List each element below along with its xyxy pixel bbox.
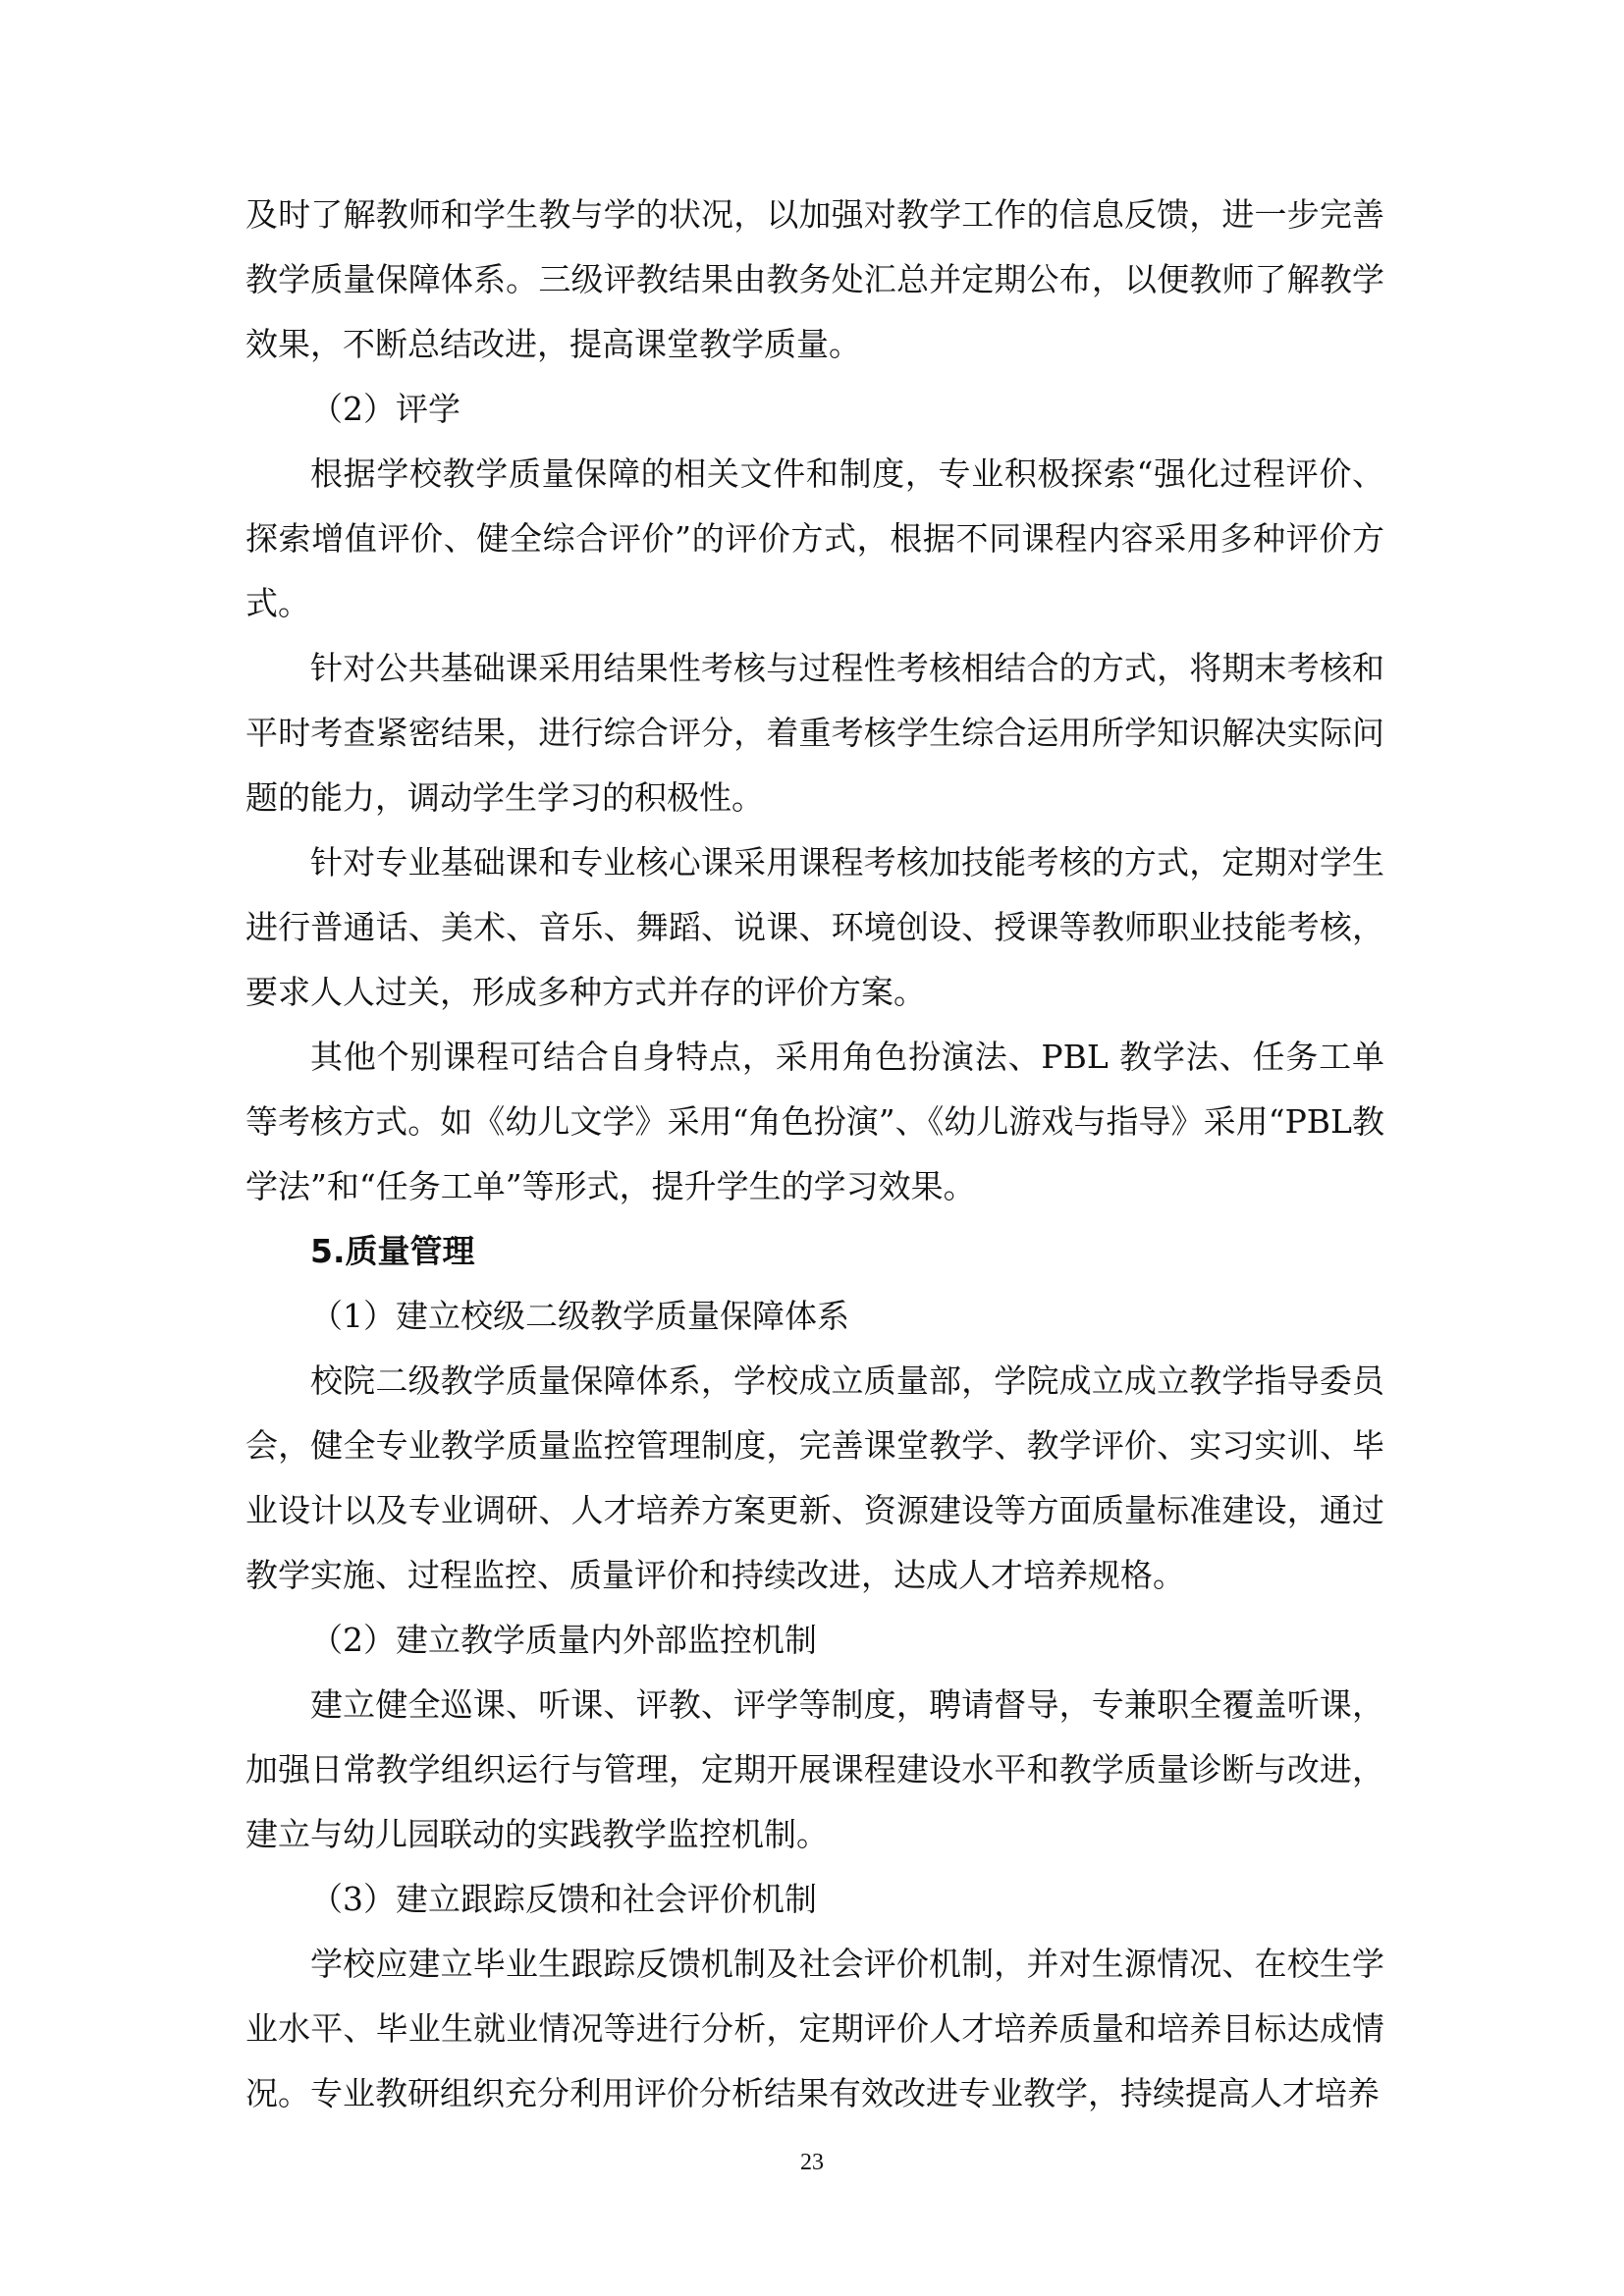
paragraph: 针对专业基础课和专业核心课采用课程考核加技能考核的方式，定期对学生进行普通话、美术、音乐、舞蹈、说课、环境创设、授课等教师职业技能考核，要求人人过关，形成多种方式并存的评价方案。 <box>245 843 1384 1011</box>
paragraph: 学校应建立毕业生跟踪反馈机制及社会评价机制，并对生源情况、在校生学业水平、毕业生就业情况等进行分析，定期评价人才培养质量和培养目标达成情况。专业教研组织充分利用评价分析结果有效改进专业教学，持续提高人才培养 <box>245 1945 1384 2112</box>
paragraph: 及时了解教师和学生教与学的状况，以加强对教学工作的信息反馈，进一步完善教学质量保障体系。三级评教结果由教务处汇总并定期公布，以便教师了解教学效果，不断总结改进，提高课堂教学质量。 <box>245 195 1384 363</box>
paragraph: 校院二级教学质量保障体系，学校成立质量部，学院成立成立教学指导委员会，健全专业教学质量监控管理制度，完善课堂教学、教学评价、实习实训、毕业设计以及专业调研、人才培养方案更新、资源建设等方面质量标准建设，通过教学实施、过程监控、质量评价和持续改进，达成人才培养规格。 <box>245 1362 1384 1594</box>
page-number: 23 <box>800 2150 824 2175</box>
paragraph: 根据学校教学质量保障的相关文件和制度，专业积极探索“强化过程评价、探索增值评价、健全综合评价”的评价方式，根据不同课程内容采用多种评价方式。 <box>245 454 1384 622</box>
subsection-heading-monitoring-mechanism: （2）建立教学质量内外部监控机制 <box>310 1621 817 1659</box>
paragraph: 针对公共基础课采用结果性考核与过程性考核相结合的方式，将期末考核和平时考查紧密结果，进行综合评分，着重考核学生综合运用所学知识解决实际问题的能力，调动学生学习的积极性。 <box>245 649 1384 817</box>
subsection-heading-quality-system: （1）建立校级二级教学质量保障体系 <box>310 1297 849 1335</box>
document-body <box>245 183 1384 2126</box>
subsection-heading-evaluate-learning: （2）评学 <box>310 390 460 428</box>
subsection-heading-feedback-mechanism: （3）建立跟踪反馈和社会评价机制 <box>310 1880 817 1918</box>
paragraph: 其他个别课程可结合自身特点，采用角色扮演法、PBL 教学法、任务工单等考核方式。如《幼儿文学》采用“角色扮演”、《幼儿游戏与指导》采用“PBL教学法”和“任务工单”等形式，提升学生的学习效果。 <box>245 1038 1384 1205</box>
section-heading-quality-management: 5.质量管理 <box>310 1232 475 1270</box>
paragraph: 建立健全巡课、听课、评教、评学等制度，聘请督导，专兼职全覆盖听课，加强日常教学组织运行与管理，定期开展课程建设水平和教学质量诊断与改进，建立与幼儿园联动的实践教学监控机制。 <box>245 1685 1384 1853</box>
